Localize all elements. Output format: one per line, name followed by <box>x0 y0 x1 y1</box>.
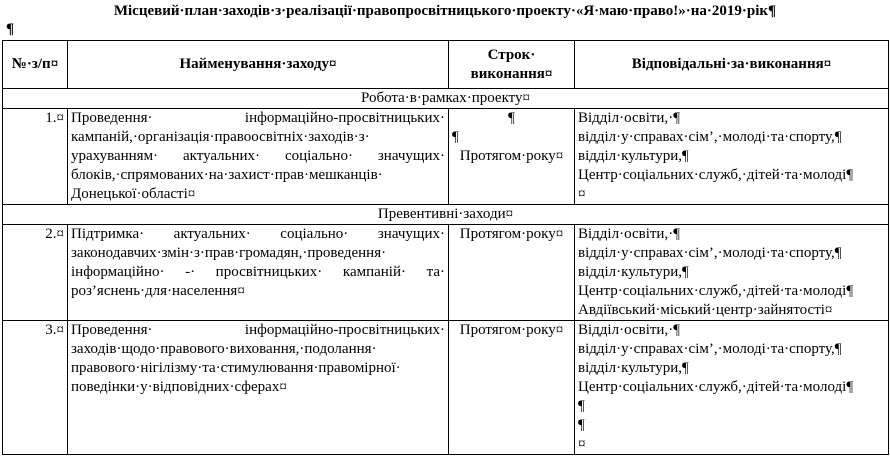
measure-description: Проведення· інформаційно-просвітницьких· заходів·щодо·правового·виховання,·подолання· правового·нігілізму·та·стимулювання·правомірної· поведінки·у·відповідних·сферах¤ <box>68 321 449 455</box>
term-cell <box>449 109 575 205</box>
responsible-line: Центр·соціальних·служб,·дітей·та·молоді¶ <box>578 167 854 183</box>
column-header-responsible: Відповідальні·за·виконання¤ <box>575 41 889 89</box>
document-title: Місцевий·план·заходів·з·реалізації·правопросвітницького·проекту·«Я·маю·право!»·на·2019·рік¶ <box>113 3 777 19</box>
responsible-line: ¤ <box>578 436 586 452</box>
term-line: Протягом·року¤ <box>459 226 564 242</box>
table-row <box>3 321 889 455</box>
table-header-row <box>3 41 889 89</box>
column-header-number: №·з/п¤ <box>3 41 68 89</box>
responsible-line: ¶ <box>578 417 585 433</box>
term-cell <box>449 225 575 321</box>
term-line: Протягом·року¤ <box>459 322 564 338</box>
responsible-line: Відділ·освіти,·¶ <box>578 322 680 338</box>
row-number: 2.¤ <box>3 225 68 321</box>
term-line: ¶ <box>452 129 459 145</box>
column-header-term: Строк· виконання¤ <box>449 41 575 89</box>
section-title: Превентивні·заходи¤ <box>3 205 889 225</box>
responsible-cell <box>575 321 889 455</box>
responsible-line: відділ·у·справах·сім’,·молоді·та·спорту,¶ <box>578 245 842 261</box>
responsible-line: Авдіївський·міський·центр·зайнятості¤ <box>578 302 833 318</box>
term-cell <box>449 321 575 455</box>
row-number: 1.¤ <box>3 109 68 205</box>
responsible-line: відділ·культури,¶ <box>578 360 689 376</box>
responsible-line: відділ·у·справах·сім’,·молоді·та·спорту,¶ <box>578 341 842 357</box>
responsible-cell <box>575 109 889 205</box>
responsible-line: ¶ <box>578 398 585 414</box>
section-row <box>3 205 889 225</box>
responsible-line: Центр·соціальних·служб,·дітей·та·молоді¶ <box>578 283 854 299</box>
responsible-cell <box>575 225 889 321</box>
measure-description: Проведення· інформаційно-просвітницьких· кампаній,·організація·правоосвітніх·заходів·з· урахуванням· актуальних· соціально· значущих· блоків,·спрямованих·на·захист·прав·мешканців· Донецької·області¤ <box>68 109 449 205</box>
term-line: ¶ <box>508 110 515 126</box>
section-title: Робота·в·рамках·проекту¤ <box>3 89 889 109</box>
column-header-name: Найменування·заходу¤ <box>68 41 449 89</box>
row-number: 3.¤ <box>3 321 68 455</box>
responsible-line: відділ·культури,¶ <box>578 148 689 164</box>
responsible-line: Центр·соціальних·служб,·дітей·та·молоді¶ <box>578 379 854 395</box>
responsible-line: відділ·у·справах·сім’,·молоді·та·спорту,¶ <box>578 129 842 145</box>
responsible-line: Відділ·освіти,·¶ <box>578 110 680 126</box>
plan-table <box>2 40 889 455</box>
table-row <box>3 225 889 321</box>
section-row <box>3 89 889 109</box>
responsible-line: відділ·культури,¶ <box>578 264 689 280</box>
responsible-line: Відділ·освіти,·¶ <box>578 226 680 242</box>
term-line: Протягом·року¤ <box>459 148 564 164</box>
table-row <box>3 109 889 205</box>
measure-description: Підтримка· актуальних· соціально· значущих· законодавчих·змін·з·прав·громадян,·проведення· інформаційно· -· просвітницьких· кампаній· та· роз’яснень·для·населення¤ <box>68 225 449 321</box>
paragraph-mark: ¶ <box>6 21 15 37</box>
responsible-line: ¤ <box>578 186 586 202</box>
